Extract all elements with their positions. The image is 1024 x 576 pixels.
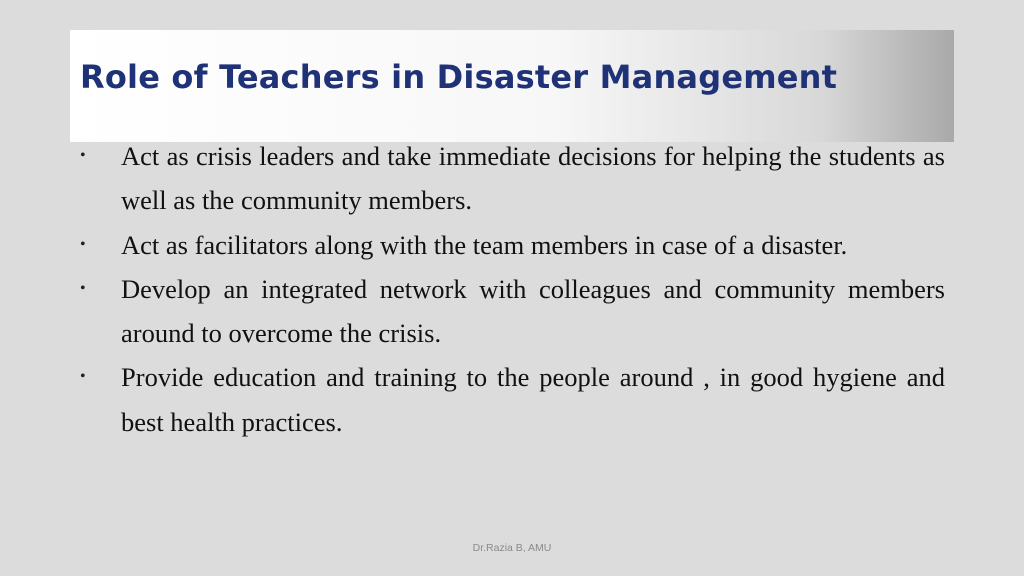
bullet-marker: •	[80, 279, 86, 297]
bullet-text: Develop an integrated network with colleagues and community members around to overcome the crisis.	[121, 273, 945, 349]
bullet-marker: •	[80, 235, 86, 253]
bullet-item	[80, 223, 945, 267]
bullet-item	[80, 134, 945, 223]
slide-title: Role of Teachers in Disaster Management	[80, 58, 838, 96]
bullet-text: Provide education and training to the people around , in good hygiene and best health practices.	[121, 362, 945, 437]
bullet-list	[80, 134, 945, 444]
bullet-marker: •	[80, 368, 86, 386]
bullet-text: Act as crisis leaders and take immediate decisions for helping the students as well as the community members.	[121, 141, 945, 216]
bullet-marker: •	[80, 147, 86, 164]
bullet-item	[80, 267, 945, 356]
bullet-item	[80, 355, 945, 444]
footer-credit: Dr.Razia B, AMU	[472, 542, 552, 554]
bullet-text: Act as facilitators along with the team members in case of a disaster.	[121, 229, 848, 260]
